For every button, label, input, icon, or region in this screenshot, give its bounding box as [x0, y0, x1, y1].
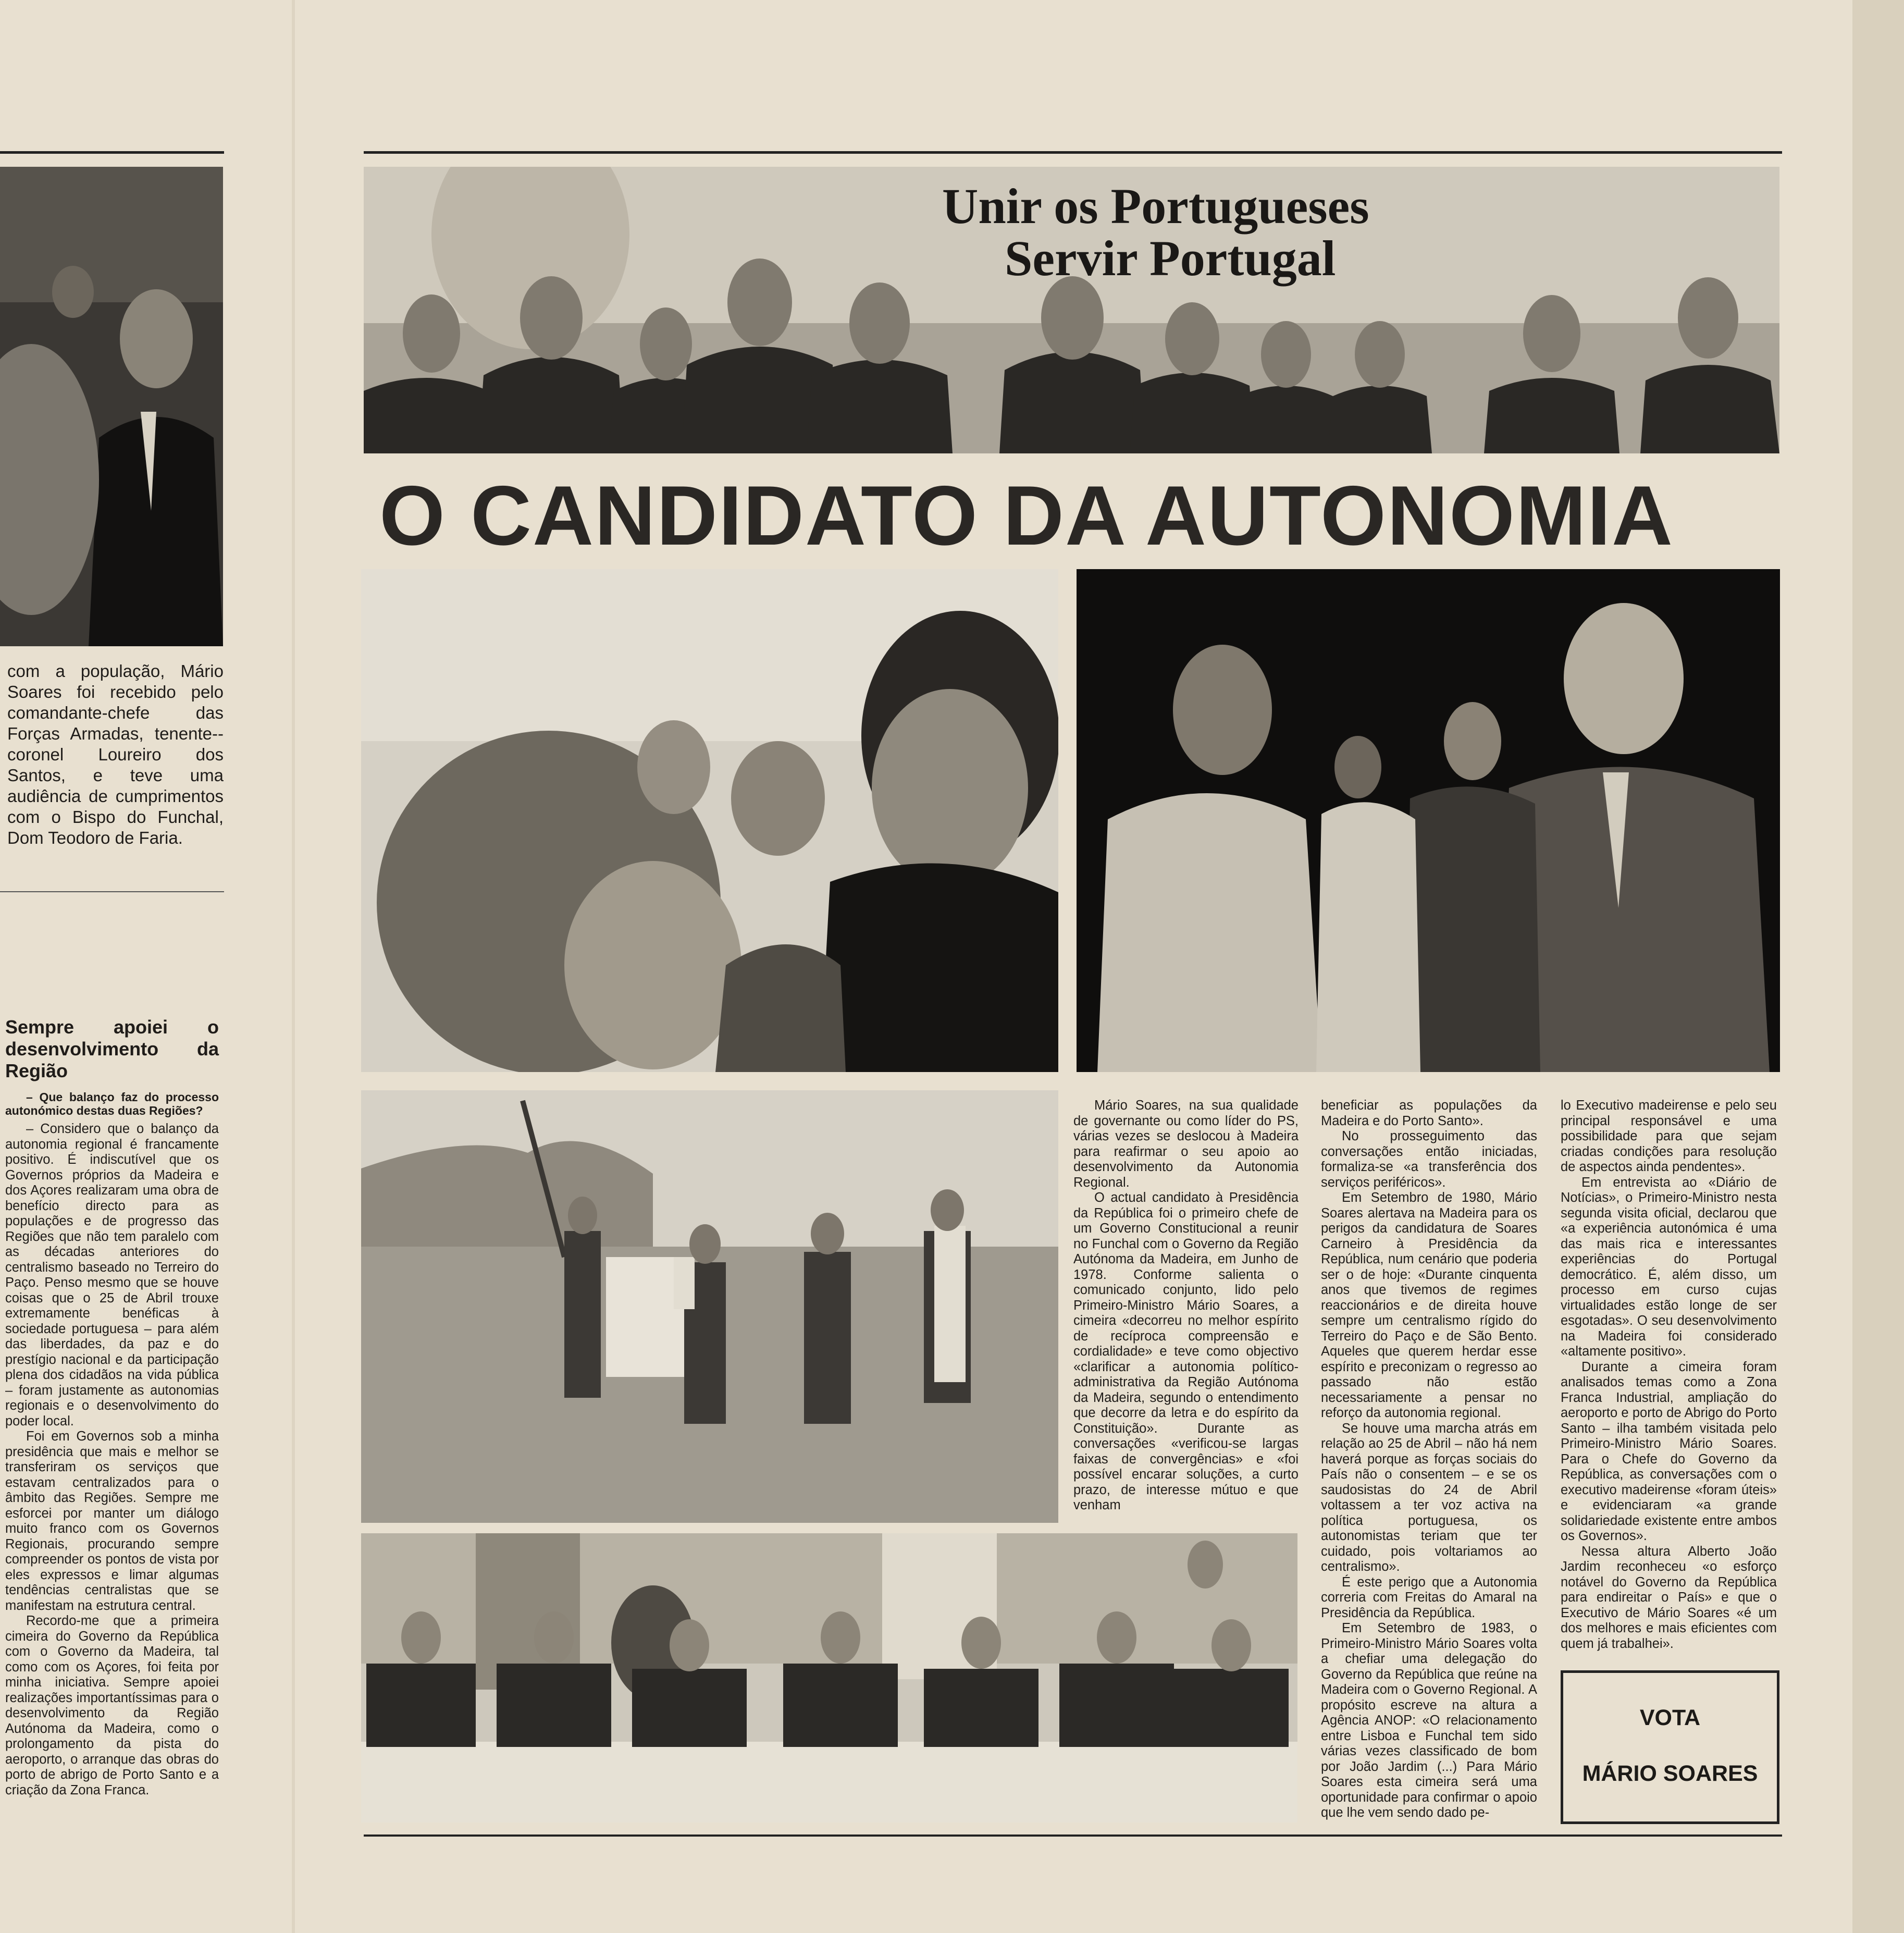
interview-heading: Sempre apoiei o desenvolvimento da Região [5, 1016, 219, 1081]
photo-walking-site [361, 1090, 1058, 1523]
top-rule-right [364, 151, 1782, 154]
article-paragraph: Em Setembro de 1980, Mário Soares alertava na Madeira para os perigos da candidatura de Soares Carneiro à Presidência da República, num cenário que poderia ser o de hoje: «Durante cinquenta anos que tivemos de regimes reaccionários e de direita houve sempre um centralismo rígido do Terreiro do Paço e de São Bento. Aqueles que querem herdar esse espírito e preconizam o regresso ao passado não estão necessariamente a pensar no reforço da autonomia regional. [1321, 1190, 1537, 1420]
article-paragraph: Mário Soares, na sua qualidade de governante ou como líder do PS, várias vezes se deslocou à Madeira para reafirmar o seu apoio ao desenvolvimento da Autonomia Regional. [1073, 1098, 1299, 1190]
article-paragraph: Em Setembro de 1983, o Primeiro-Ministro Mário Soares volta a chefiar uma delegação do Governo da República que reúne na Madeira com o Governo Regional. A propósito escreve na altura a Agência ANOP: «O relacionamento entre Lisboa e Funchal tem sido várias vezes classificado de bom por João Jardim (...) Para Mário Soares esta cimeira será uma oportunidade para confirmar o apoio que lhe vem sendo dado pe- [1321, 1621, 1537, 1820]
article-paragraph: É este perigo que a Autonomia correria com Freitas do Amaral na Presidência da República. [1321, 1574, 1537, 1620]
bottom-rule [364, 1834, 1782, 1837]
interview-paragraph: – Considero que o balanço da autonomia regional é francamente positivo. É indiscutível que os Governos próprios da Madeira e dos Açores realizaram uma obra de benefício directo para as populações e de progresso das Regiões que não tem paralelo com as décadas anteriores do centralismo baseado no Terreiro do Paço. Penso mesmo que se houve coisas que o 25 de Abril trouxe extremamente benéficas à sociedade portuguesa – para além das liberdades, da paz e do prestígio nacional e da participação plena dos cidadãos na vida pública – foram justamente as autonomias regionais e o desenvolvimento do poder local. [5, 1122, 219, 1429]
page-headline: O CANDIDATO DA AUTONOMIA [379, 469, 1674, 563]
article-paragraph: lo Executivo madeirense e pelo seu principal responsável e uma possibilidade para que sejam criadas condições para resolução de aspectos ainda pendentes». [1561, 1098, 1777, 1174]
article-paragraph: Em entrevista ao «Diário de Notícias», o Primeiro-Ministro nesta segunda visita oficial, declarou que «a experiência autonómica é uma das mais rica e interessantes experiências do Portugal democrático. É, além disso, um processo em curso cujas virtualidades estão longe de ser esgotadas». O seu desenvolvimento na Madeira foi considerado «altamente positivo». [1561, 1175, 1777, 1359]
article-paragraph: O actual candidato à Presidência da República foi o primeiro chefe de um Governo Constitucional a reunir no Funchal com o Governo da Região Autónoma da Madeira, em Junho de 1978. Conforme salienta o comunicado conjunto, lido pelo Primeiro-Ministro Mário Soares, a cimeira «decorreu no melhor espírito de recíproca compreensão e cordialidade» e teve como objectivo «clarificar a autonomia político-administrativa da Região Autónoma da Madeira, segundo o entendimento que decorre da letra e do espírito da Constituição». Durante as conversações «verificou-se largas faixas de convergências» e «foi possível encarar soluções, a curto prazo, de interesse mútuo e que venham [1073, 1190, 1299, 1512]
article-column-2 [1321, 1098, 1537, 1821]
interview-column [5, 1016, 219, 1798]
left-divider [0, 891, 224, 892]
top-rule [0, 151, 224, 154]
article-column-3 [1561, 1098, 1777, 1652]
article-paragraph: Nessa altura Alberto João Jardim reconheceu «o esforço notável do Governo da República para endireitar o País» e que o Executivo de Mário Soares «é um dos melhores e mais eficientes com quem já trabalhei». [1561, 1544, 1777, 1651]
vote-line-1: VOTA [1639, 1705, 1701, 1730]
photo-meeting-table [361, 1533, 1297, 1823]
interview-question: – Que balanço faz do processo autonómico destas duas Regiões? [5, 1090, 219, 1117]
interview-paragraph: Foi em Governos sob a minha presidência que mais e melhor se transferiram os serviços que estavam centralizados para o âmbito das Regiões. Sempre me esforcei por manter um diálogo muito franco com os Governos Regionais, procurando sempre compreender os pontos de vista por eles expressos e limar algumas tendências centralistas que se manifestam na estrutura central. [5, 1429, 219, 1613]
photo-crowd-embrace [361, 569, 1058, 1072]
center-fold [292, 0, 295, 1933]
banner-slogan-line2: Servir Portugal [1005, 230, 1336, 286]
left-caption: com a população, Mário Soares foi recebido pelo comandante-chefe das Forças Armadas, tenente--coronel Loureiro dos Santos, e teve uma audiência de cumprimentos com o Bispo do Funchal, Dom Teodoro de Faria. [7, 661, 224, 847]
article-column-1 [1073, 1098, 1299, 1513]
article-paragraph: No prosseguimento das conversações então iniciadas, formaliza-se «a transferência dos serviços periféricos». [1321, 1129, 1537, 1190]
page-fold-shadow [1852, 0, 1904, 1933]
photo-soares-left [0, 167, 223, 646]
article-paragraph: beneficiar as populações da Madeira e do Porto Santo». [1321, 1098, 1537, 1128]
banner-slogan-line1: Unir os Portugueses [942, 178, 1369, 234]
article-paragraph: Se houve uma marcha atrás em relação ao 25 de Abril – não há nem haverá porque as forças sociais do País não o consentem – e se os saudosistas do 24 de Abril voltassem a ter voz activa na política portuguesa, os autonomistas teriam que ter cuidado, pois voltariamos ao centralismo». [1321, 1421, 1537, 1574]
vote-box [1561, 1670, 1779, 1824]
interview-paragraph: Recordo-me que a primeira cimeira do Governo da República com o Governo da Madeira, tal como com os Açores, foi feita por minha iniciativa. Sempre apoiei realizações importantíssimas para o desenvolvimento da Região Autónoma da Madeira, como o prolongamento da pista do aeroporto, o arranque das obras do porto de abrigo de Porto Santo e a criação da Zona Franca. [5, 1614, 219, 1797]
vote-line-2: MÁRIO SOARES [1582, 1761, 1758, 1786]
photo-banner-rally [364, 167, 1779, 453]
article-paragraph: Durante a cimeira foram analisados temas como a Zona Franca Industrial, ampliação do aeroporto e porto de Abrigo do Porto Santo – ilha também visitada pelo Primeiro-Ministro Mário Soares. Para o Chefe do Governo da República, as conversações com o executivo madeirense «foram úteis» e evidenciaram «a grande solidariedade existente entre ambos os Governos». [1561, 1359, 1777, 1543]
photo-handshake [1077, 569, 1780, 1072]
